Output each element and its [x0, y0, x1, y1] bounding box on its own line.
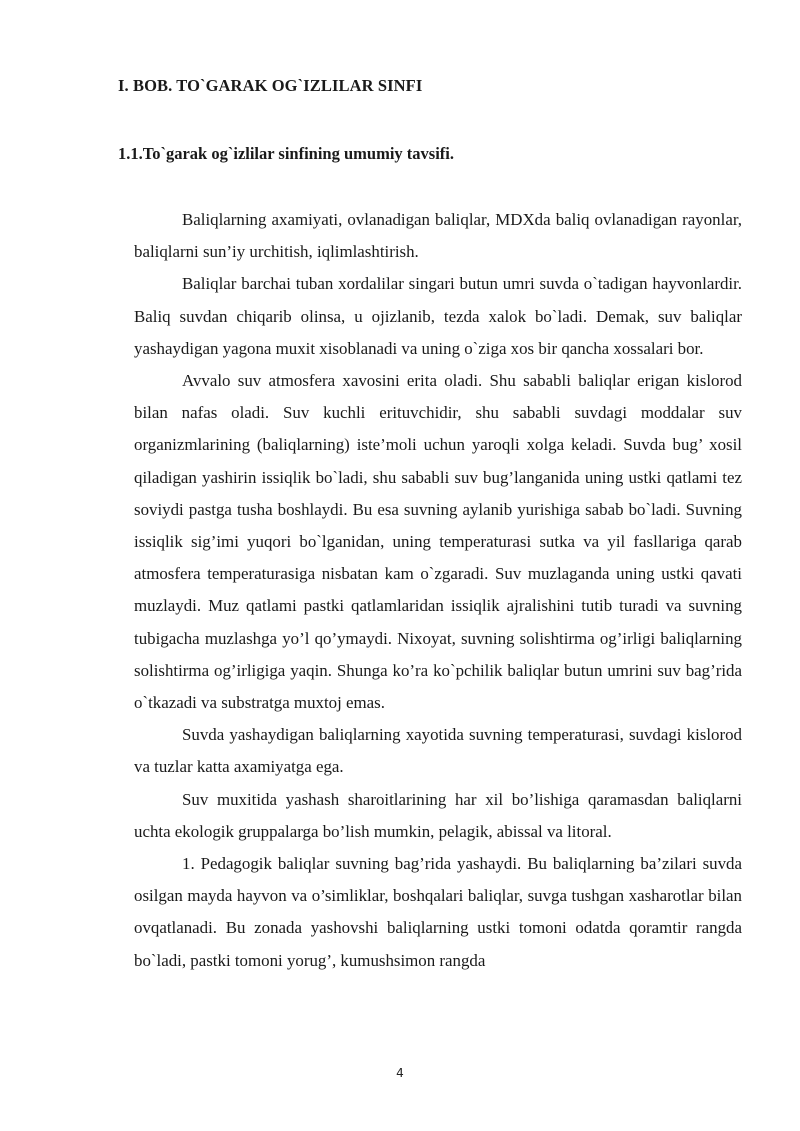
paragraph: Suvda yashaydigan baliqlarning xayotida suvning temperaturasi, suvdagi kislorod va tuzlar katta axamiyatga ega. [134, 725, 742, 777]
page-number: 4 [396, 1066, 404, 1080]
paragraph: Suv muxitida yashash sharoitlarining har xil bo’lishiga qaramasdan baliqlarni uchta ekologik gruppalarga bo’lish mumkin, pelagik, abissal va litoral. [134, 789, 742, 841]
paragraph: Baliqlar barchai tuban xordalilar singari butun umri suvda o`tadigan hayvonlardir. Baliq suvdan chiqarib olinsa, u ojizlanib, tezda xalok bo`ladi. Demak, suv baliqlar yashaydigan yagona muxit xisoblanadi va uning o`ziga xos bir qancha xossalari bor. [134, 274, 742, 358]
section-heading: 1.1.To`garak og`izlilar sinfining umumiy tavsifi. [118, 144, 454, 163]
body-text [134, 204, 742, 977]
paragraph: 1. Pedagogik baliqlar suvning bag’rida yashaydi. Bu baliqlarning ba’zilari suvda osilgan mayda hayvon va o’simliklar, boshqalari baliqlar, suvga tushgan xasharotlar bilan ovqatlanadi. Bu zonada yashovshi baliqlarning ustki tomoni odatda qoramtir rangda bo`ladi, pastki tomoni yorug’, kumushsimon rangda [134, 854, 742, 970]
chapter-heading: I. BOB. TO`GARAK OG`IZLILAR SINFI [118, 76, 423, 95]
paragraph: Baliqlarning axamiyati, ovlanadigan baliqlar, MDXda baliq ovlanadigan rayonlar, baliqlarni sun’iy urchitish, iqlimlashtirish. [134, 210, 742, 262]
paragraph: Avvalo suv atmosfera xavosini erita oladi. Shu sababli baliqlar erigan kislorod bilan nafas oladi. Suv kuchli erituvchidir, shu sababli suvdagi moddalar suv organizmlarining (baliqlarning) iste’moli uchun yaroqli xolga keladi. Suvda bug’ xosil qiladigan yashirin issiqlik bo`ladi, shu sababli suv bug’langanida uning ustki qatlami tez soviydi pastga tusha boshlaydi. Bu esa suvning aylanib yurishiga sabab bo`ladi. Suvning issiqlik sig’imi yuqori bo`lganidan, uning temperaturasi sutka va yil fasllariga qarab atmosfera temperaturasiga nisbatan kam o`zgaradi. Suv muzlaganda uning ustki qavati muzlaydi. Muz qatlami pastki qatlamlaridan issiqlik ajralishini tutib turadi va suvning tubigacha muzlashga yo’l qo’ymaydi. Nixoyat, suvning solishtirma og’irligi baliqlarning solishtirma og’irligiga yaqin. Shunga ko’ra ko`pchilik baliqlar butun umrini suv bag’rida o`tkazadi va substratga muxtoj emas. [134, 371, 742, 713]
